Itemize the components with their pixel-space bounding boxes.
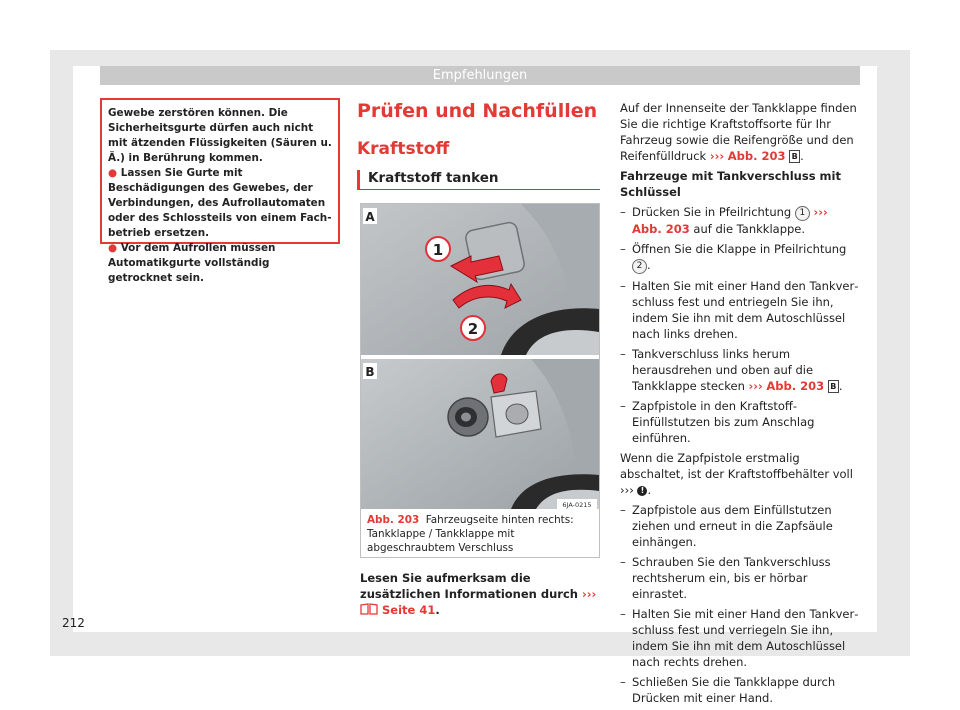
read-more-note: Lesen Sie aufmerksam die zusätzlichen Informationen durch ››› Seite 41. — [360, 571, 597, 617]
instructions-list-1 — [620, 204, 860, 446]
callout-2: 2 — [467, 320, 479, 338]
mid-paragraph: Wenn die Zapfpistole erstmalig abschaltet, ist der Kraftstoffbehälter voll ››› ! . — [620, 451, 853, 497]
list-item: – Drücken Sie in Pfeilrichtung 1 ››› Abb. 203 auf die Tankklappe. — [620, 204, 860, 237]
page-number: 212 — [62, 616, 85, 630]
book-icon — [360, 603, 378, 615]
figure-ref[interactable]: Abb. 203 — [727, 149, 786, 163]
figure-caption-text: Fahrzeugseite hinten rechts: Tankklappe / Tankklappe mit abgeschraubtem Verschluss — [367, 514, 574, 554]
warning-bullet: ● Vor dem Aufrollen müssen Automatikgurte vollständig getrocknet sein. — [108, 242, 276, 284]
instructions-list-2 — [620, 502, 860, 706]
list-item: – Halten Sie mit einer Hand den Tankverschluss fest und verriegeln Sie ihn, indem Sie ihn mit dem Autoschlüssel nach rechts drehen. — [620, 606, 860, 670]
read-more-arrows: ››› — [581, 587, 597, 601]
instructions-heading: Fahrzeuge mit Tankverschluss mit Schlüssel — [620, 169, 841, 199]
warning-bullet: ● Lassen Sie Gurte mit Beschädigungen des Gewebes, der Verbindungen, des Aufrollautomaten oder des Schlossteils von einem Fachbetrieb ersetzen. — [108, 167, 332, 239]
figure-panel-b — [361, 359, 599, 509]
warning-box — [100, 98, 340, 284]
list-item: – Schließen Sie die Tankklappe durch Drücken mit einer Hand. — [620, 674, 860, 706]
figure-code: 6JA-0215 — [562, 501, 592, 509]
right-column — [620, 100, 860, 710]
page-header: Empfehlungen — [100, 66, 860, 85]
section-subtitle: Kraftstoff — [357, 139, 450, 159]
section-subsubtitle: Kraftstoff tanken — [357, 170, 600, 190]
intro-paragraph: Auf der Innenseite der Tankklappe finden Sie die richtige Kraftstoffsorte für Ihr Fahrzeug sowie die Reifengröße und den Reifenfülldruck ››› Abb. 203 B . — [620, 101, 857, 163]
panel-ref-box: B — [789, 150, 800, 163]
list-item: – Zapfpistole aus dem Einfüllstutzen ziehen und erneut in die Zapfsäule einhängen. — [620, 502, 860, 550]
panel-a-label: A — [365, 210, 375, 224]
warning-intro: Gewebe zerstören können. Die Sicherheitsgurte dürfen auch nicht mit ätzenden Flüssigkeiten (Säuren u. Ä.) in Berührung kommen. — [108, 107, 332, 164]
list-item: – Halten Sie mit einer Hand den Tankverschluss fest und entriegeln Sie ihn, indem Sie ihn mit dem Autoschlüssel nach links drehen. — [620, 278, 860, 342]
callout-1: 1 — [432, 241, 444, 259]
panel-b-label: B — [365, 365, 375, 379]
panel-ref-box: B — [828, 380, 839, 393]
warning-icon: ! — [637, 486, 647, 496]
list-item: – Zapfpistole in den Kraftstoff-Einfüllstutzen bis zum Anschlag einführen. — [620, 398, 860, 446]
page-link[interactable]: Seite 41 — [382, 603, 436, 617]
step-marker: 1 — [795, 206, 810, 221]
list-item: – Tankverschluss links herum herausdrehen und oben auf die Tankklappe stecken ››› Abb. 203 B . — [620, 346, 860, 394]
figure-ref[interactable]: Abb. 203 — [766, 379, 825, 393]
figure-panel-a — [361, 204, 599, 355]
fuel-flap-open-illustration — [361, 359, 599, 509]
step-marker: 2 — [632, 259, 647, 274]
list-item: – Öffnen Sie die Klappe in Pfeilrichtung 2 . — [620, 241, 860, 274]
figure-caption-number: Abb. 203 — [367, 514, 420, 526]
figure-caption — [367, 513, 593, 555]
section-title: Prüfen und Nachfüllen — [357, 100, 598, 122]
figure-203 — [360, 203, 600, 558]
figure-ref[interactable]: Abb. 203 — [632, 222, 690, 236]
list-item: – Schrauben Sie den Tankverschluss rechtsherum ein, bis er hörbar einrastet. — [620, 554, 860, 602]
fuel-flap-closed-illustration — [361, 204, 599, 355]
